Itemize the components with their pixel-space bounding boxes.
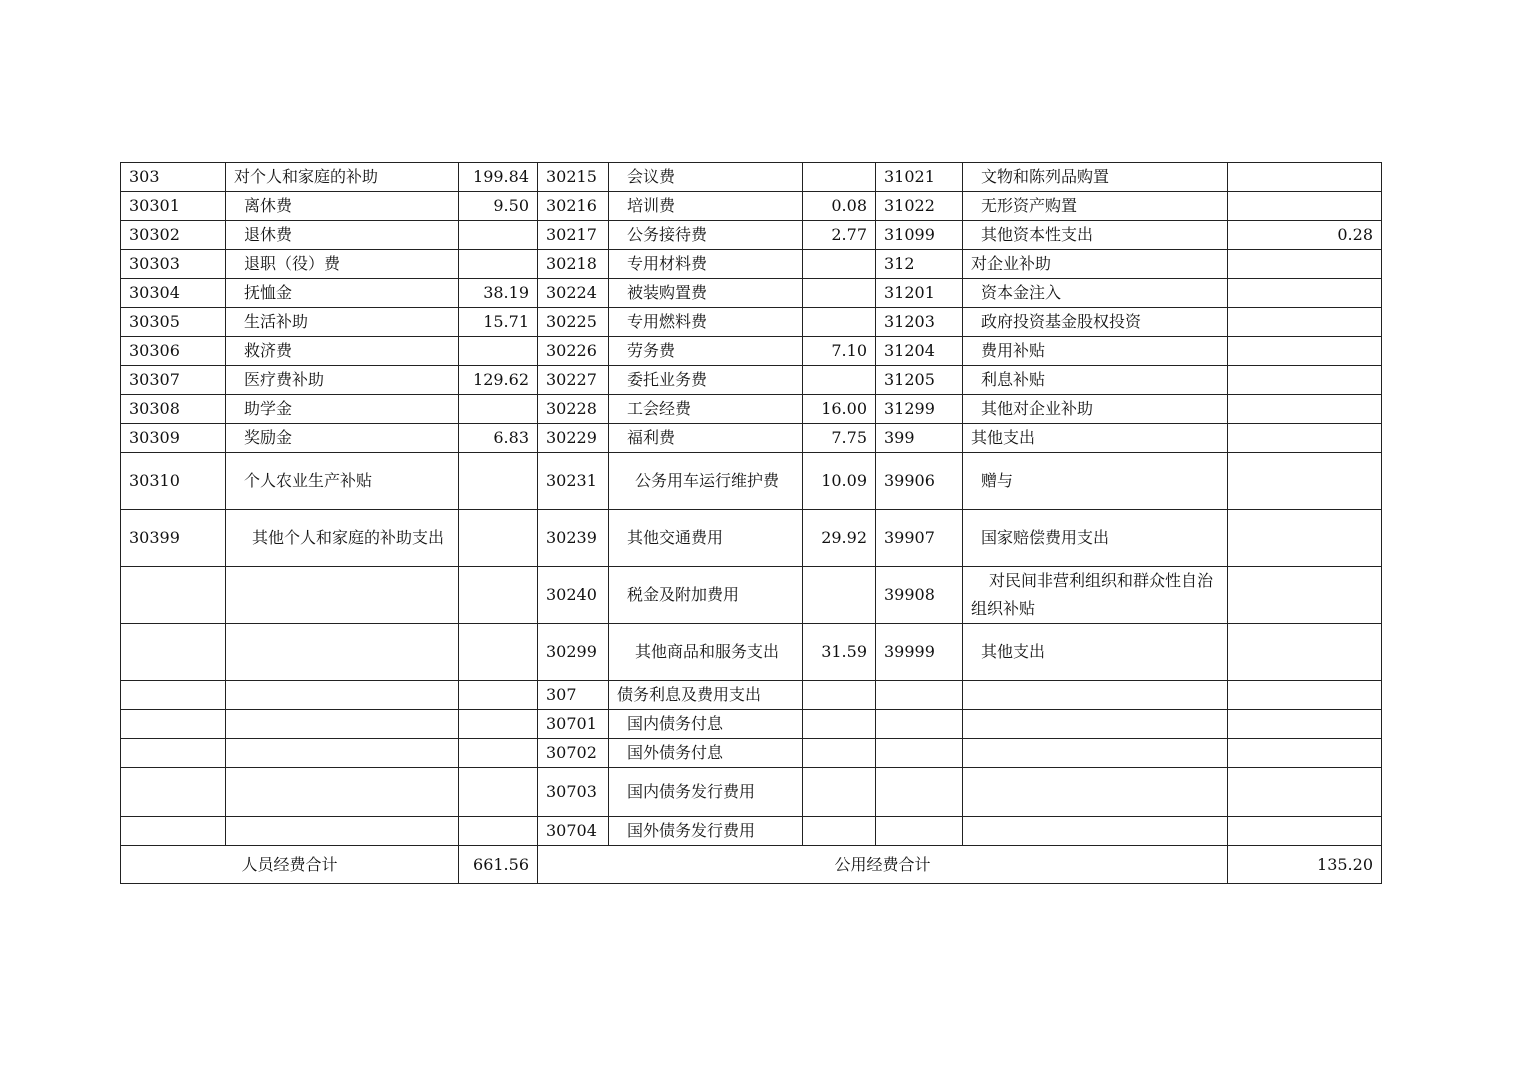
expenditure-sheet [120,162,1381,884]
name-cell: 助学金 [226,395,459,424]
name-cell: 其他支出 [963,624,1228,681]
name-cell: 对企业补助 [963,250,1228,279]
amount-cell [1228,510,1382,567]
name-cell: 福利费 [609,424,803,453]
table-row [121,337,1382,366]
code-cell: 30240 [538,567,609,624]
code-cell: 30308 [121,395,226,424]
code-cell [121,624,226,681]
code-cell [121,681,226,710]
amount-cell [459,510,538,567]
amount-cell [459,739,538,768]
name-cell: 国内债务付息 [609,710,803,739]
personnel-total-value: 661.56 [459,846,538,884]
amount-cell: 199.84 [459,163,538,192]
code-cell: 39906 [876,453,963,510]
table-row [121,567,1382,624]
amount-cell [1228,817,1382,846]
name-cell: 其他商品和服务支出 [609,624,803,681]
amount-cell [1228,250,1382,279]
name-cell [963,768,1228,817]
amount-cell [1228,395,1382,424]
amount-cell [459,395,538,424]
amount-cell [1228,453,1382,510]
code-cell: 30217 [538,221,609,250]
amount-cell: 31.59 [803,624,876,681]
name-cell: 债务利息及费用支出 [609,681,803,710]
table-row [121,366,1382,395]
code-cell: 30307 [121,366,226,395]
code-cell: 31203 [876,308,963,337]
amount-cell: 15.71 [459,308,538,337]
amount-cell [803,308,876,337]
table-row [121,768,1382,817]
amount-cell [1228,768,1382,817]
name-cell [226,710,459,739]
amount-cell [803,567,876,624]
table-row [121,279,1382,308]
name-cell: 其他对企业补助 [963,395,1228,424]
code-cell: 30303 [121,250,226,279]
table-body [121,163,1382,884]
name-cell: 国外债务付息 [609,739,803,768]
name-cell: 被装购置费 [609,279,803,308]
amount-cell [1228,279,1382,308]
amount-cell: 38.19 [459,279,538,308]
code-cell [121,710,226,739]
personnel-total-label: 人员经费合计 [121,846,459,884]
name-cell: 公务用车运行维护费 [609,453,803,510]
name-cell: 文物和陈列品购置 [963,163,1228,192]
name-cell [963,739,1228,768]
code-cell: 30310 [121,453,226,510]
code-cell: 30306 [121,337,226,366]
code-cell: 30215 [538,163,609,192]
code-cell: 30702 [538,739,609,768]
amount-cell [803,710,876,739]
code-cell: 312 [876,250,963,279]
code-cell: 30301 [121,192,226,221]
name-cell: 其他支出 [963,424,1228,453]
name-cell: 费用补贴 [963,337,1228,366]
name-cell: 奖励金 [226,424,459,453]
amount-cell [1228,624,1382,681]
code-cell: 31021 [876,163,963,192]
name-cell: 无形资产购置 [963,192,1228,221]
code-cell: 39999 [876,624,963,681]
code-cell: 30239 [538,510,609,567]
table-row [121,221,1382,250]
public-total-label: 公用经费合计 [538,846,1228,884]
name-cell: 个人农业生产补贴 [226,453,459,510]
amount-cell [803,768,876,817]
name-cell [226,567,459,624]
name-cell: 政府投资基金股权投资 [963,308,1228,337]
name-cell: 培训费 [609,192,803,221]
code-cell: 30225 [538,308,609,337]
table-row [121,510,1382,567]
code-cell [121,768,226,817]
code-cell [121,567,226,624]
table-row [121,250,1382,279]
expenditure-table [120,162,1382,884]
code-cell [876,817,963,846]
amount-cell: 16.00 [803,395,876,424]
amount-cell [1228,308,1382,337]
name-cell: 救济费 [226,337,459,366]
code-cell: 31022 [876,192,963,221]
amount-cell: 10.09 [803,453,876,510]
name-cell: 离休费 [226,192,459,221]
amount-cell [1228,567,1382,624]
amount-cell [803,163,876,192]
amount-cell [803,250,876,279]
amount-cell [459,221,538,250]
code-cell: 30299 [538,624,609,681]
name-cell: 退休费 [226,221,459,250]
name-cell: 对民间非营利组织和群众性自治组织补贴 [963,567,1228,624]
name-cell: 国家赔偿费用支出 [963,510,1228,567]
name-cell: 抚恤金 [226,279,459,308]
amount-cell [1228,163,1382,192]
amount-cell [459,681,538,710]
code-cell: 31099 [876,221,963,250]
amount-cell: 2.77 [803,221,876,250]
code-cell: 30229 [538,424,609,453]
table-row [121,681,1382,710]
amount-cell [803,681,876,710]
code-cell: 31201 [876,279,963,308]
name-cell: 其他资本性支出 [963,221,1228,250]
amount-cell [1228,366,1382,395]
code-cell [121,739,226,768]
code-cell: 30399 [121,510,226,567]
name-cell: 退职（役）费 [226,250,459,279]
name-cell [226,739,459,768]
name-cell: 公务接待费 [609,221,803,250]
name-cell: 利息补贴 [963,366,1228,395]
name-cell: 会议费 [609,163,803,192]
code-cell: 31299 [876,395,963,424]
name-cell: 专用材料费 [609,250,803,279]
name-cell: 其他交通费用 [609,510,803,567]
code-cell: 30302 [121,221,226,250]
code-cell: 30309 [121,424,226,453]
name-cell: 税金及附加费用 [609,567,803,624]
amount-cell [803,366,876,395]
code-cell: 30216 [538,192,609,221]
code-cell: 30703 [538,768,609,817]
table-row [121,710,1382,739]
code-cell: 31205 [876,366,963,395]
code-cell [876,710,963,739]
code-cell: 39908 [876,567,963,624]
amount-cell: 6.83 [459,424,538,453]
amount-cell: 9.50 [459,192,538,221]
name-cell [226,768,459,817]
name-cell: 劳务费 [609,337,803,366]
amount-cell: 0.08 [803,192,876,221]
code-cell: 31204 [876,337,963,366]
name-cell [226,817,459,846]
table-row [121,308,1382,337]
name-cell: 赠与 [963,453,1228,510]
code-cell: 30231 [538,453,609,510]
amount-cell [803,739,876,768]
name-cell [963,710,1228,739]
amount-cell [1228,681,1382,710]
code-cell: 30701 [538,710,609,739]
totals-row [121,846,1382,884]
code-cell: 30224 [538,279,609,308]
amount-cell [803,817,876,846]
name-cell: 专用燃料费 [609,308,803,337]
table-row [121,424,1382,453]
code-cell: 307 [538,681,609,710]
amount-cell: 0.28 [1228,221,1382,250]
amount-cell: 129.62 [459,366,538,395]
amount-cell [1228,424,1382,453]
name-cell: 国外债务发行费用 [609,817,803,846]
code-cell: 30218 [538,250,609,279]
code-cell: 30227 [538,366,609,395]
amount-cell: 7.10 [803,337,876,366]
public-total-value: 135.20 [1228,846,1382,884]
name-cell [226,624,459,681]
amount-cell [459,710,538,739]
table-row [121,739,1382,768]
name-cell: 资本金注入 [963,279,1228,308]
code-cell: 30228 [538,395,609,424]
code-cell [876,739,963,768]
amount-cell [459,453,538,510]
name-cell: 委托业务费 [609,366,803,395]
code-cell [876,681,963,710]
amount-cell [459,768,538,817]
table-row [121,817,1382,846]
name-cell: 工会经费 [609,395,803,424]
amount-cell [803,279,876,308]
code-cell: 30305 [121,308,226,337]
name-cell [226,681,459,710]
name-cell: 生活补助 [226,308,459,337]
code-cell: 303 [121,163,226,192]
amount-cell [1228,337,1382,366]
table-row [121,192,1382,221]
code-cell: 30704 [538,817,609,846]
code-cell: 39907 [876,510,963,567]
amount-cell: 29.92 [803,510,876,567]
code-cell: 30304 [121,279,226,308]
amount-cell [459,567,538,624]
amount-cell [459,250,538,279]
amount-cell [1228,710,1382,739]
amount-cell [459,337,538,366]
name-cell: 医疗费补助 [226,366,459,395]
amount-cell [459,817,538,846]
table-row [121,163,1382,192]
name-cell [963,817,1228,846]
amount-cell: 7.75 [803,424,876,453]
name-cell: 其他个人和家庭的补助支出 [226,510,459,567]
code-cell [876,768,963,817]
name-cell [963,681,1228,710]
name-cell: 对个人和家庭的补助 [226,163,459,192]
table-row [121,624,1382,681]
amount-cell [459,624,538,681]
table-row [121,395,1382,424]
code-cell [121,817,226,846]
amount-cell [1228,739,1382,768]
code-cell: 30226 [538,337,609,366]
table-row [121,453,1382,510]
code-cell: 399 [876,424,963,453]
name-cell: 国内债务发行费用 [609,768,803,817]
amount-cell [1228,192,1382,221]
